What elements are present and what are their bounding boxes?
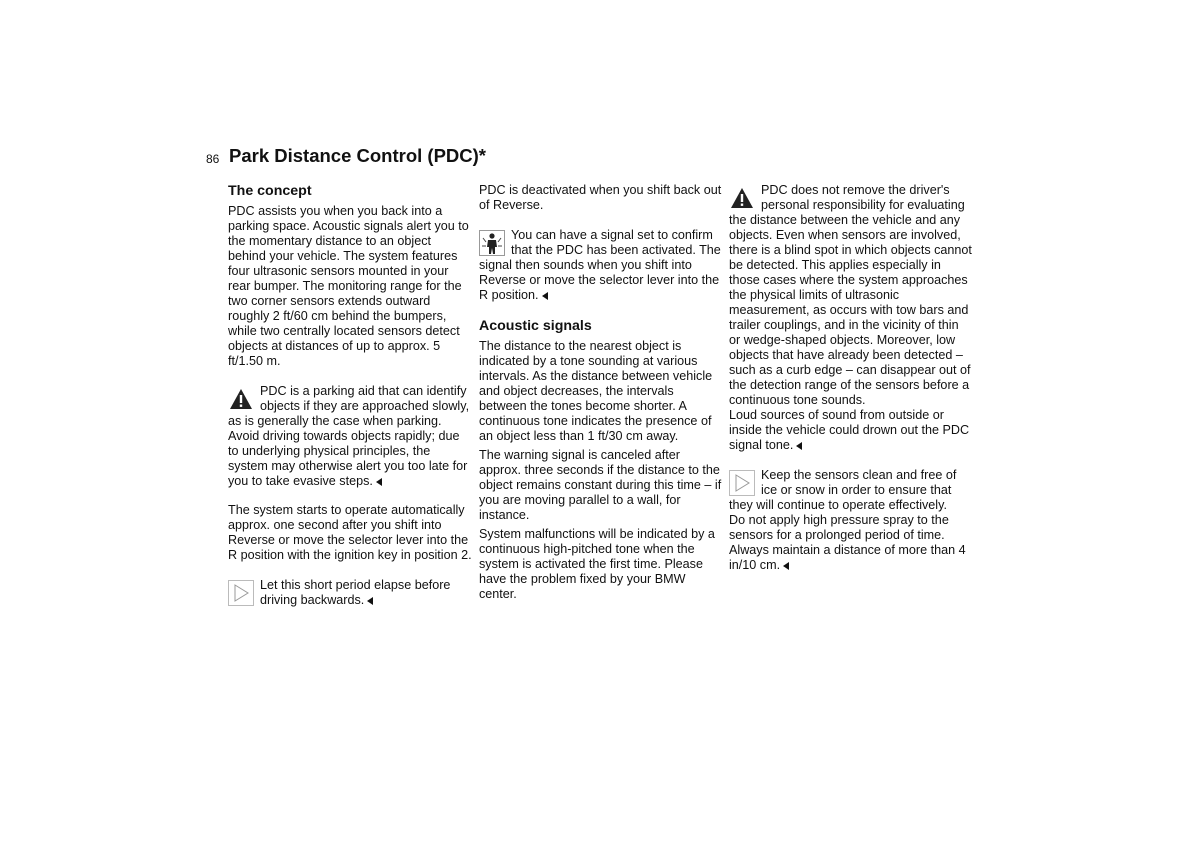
- acoustic-paragraph-3: System malfunctions will be indicated by a continuous high-pitched tone when the system is activated the first time. Please have the problem fixed by your BMW center.: [479, 527, 715, 601]
- note-continuation: Do not apply high pressure spray to the sensors for a prolonged period of time. Always maintain a distance of more than 4 in/10 cm.: [729, 513, 966, 572]
- heading-acoustic-signals: Acoustic signals: [479, 318, 592, 334]
- warning-text: PDC does not remove the driver's personal responsibility for evaluating the distance between the vehicle and any objects. Even when sensors are involved, there is a blind spot in which objects cannot be detected. This applies especially in those cases where the system approaches the physical limits of ultrasonic measurement, as occurs with tow bars and trailer couplings, and in the vicinity of thin or wedge-shaped objects. Moreover, low objects that have already been detected – such as a curb edge – can disappear out of the detection range of the sensors before a continuous tone sounds.: [729, 183, 972, 407]
- warning-continuation: Loud sources of sound from outside or inside the vehicle could drown out the PDC signal tone.: [729, 408, 970, 452]
- service-note-text: You can have a signal set to confirm that the PDC has been activated. The signal then sounds when you shift into Reverse or move the selector lever into the R position.: [479, 228, 721, 302]
- column-2: [479, 183, 723, 602]
- end-of-section-icon: [367, 597, 373, 605]
- service-person-icon: [479, 230, 505, 256]
- info-note-1: [228, 578, 472, 608]
- note-arrow-icon: [228, 580, 254, 606]
- heading-the-concept: The concept: [228, 183, 312, 199]
- column-3: [729, 183, 973, 573]
- column-1: [228, 183, 472, 608]
- system-start-paragraph: The system starts to operate automatically approx. one second after you shift into Reverse or move the selector lever into the R position with the ignition key in position 2.: [228, 503, 472, 562]
- warning-triangle-icon: [228, 386, 254, 412]
- warning-note-2: [729, 183, 973, 408]
- deactivation-paragraph: PDC is deactivated when you shift back out of Reverse.: [479, 183, 722, 212]
- warning-triangle-icon: [729, 185, 755, 211]
- end-of-section-icon: [796, 442, 802, 450]
- concept-paragraph: PDC assists you when you back into a parking space. Acoustic signals alert you to the momentary distance to an object behind your vehicle. The system features four ultrasonic sensors mounted in your rear bumper. The monitoring range for the two corner sensors extends outward roughly 2 ft/60 cm behind the bumpers, while two centrally located sensors detect objects at distances of up to approx. 5 ft/1.50 m.: [228, 204, 469, 368]
- acoustic-paragraph-1: The distance to the nearest object is indicated by a tone sounding at various intervals. As the distance between vehicle and object decreases, the intervals between the tones become shorter. A continuous tone indicates the presence of an object less than 1 ft/30 cm away.: [479, 339, 713, 443]
- info-note-2: [729, 468, 973, 513]
- note-text: Let this short period elapse before driving backwards.: [260, 578, 451, 607]
- page-title: Park Distance Control (PDC)*: [229, 145, 486, 166]
- end-of-section-icon: [783, 562, 789, 570]
- acoustic-paragraph-2: The warning signal is canceled after approx. three seconds if the distance to the object remains constant during this time – if you are moving parallel to a wall, for instance.: [479, 448, 722, 522]
- end-of-section-icon: [376, 478, 382, 486]
- page-number: 86: [206, 152, 220, 166]
- note-text: Keep the sensors clean and free of ice or snow in order to ensure that they will continue to operate effectively.: [729, 468, 957, 512]
- note-arrow-icon: [729, 470, 755, 496]
- warning-text: PDC is a parking aid that can identify objects if they are approached slowly, as is generally the case when parking. Avoid driving towards objects rapidly; due to underlying physical principles, the system may otherwise alert you too late for you to take evasive steps.: [228, 384, 470, 488]
- warning-note-1: [228, 384, 472, 489]
- end-of-section-icon: [542, 292, 548, 300]
- service-note: [479, 228, 723, 303]
